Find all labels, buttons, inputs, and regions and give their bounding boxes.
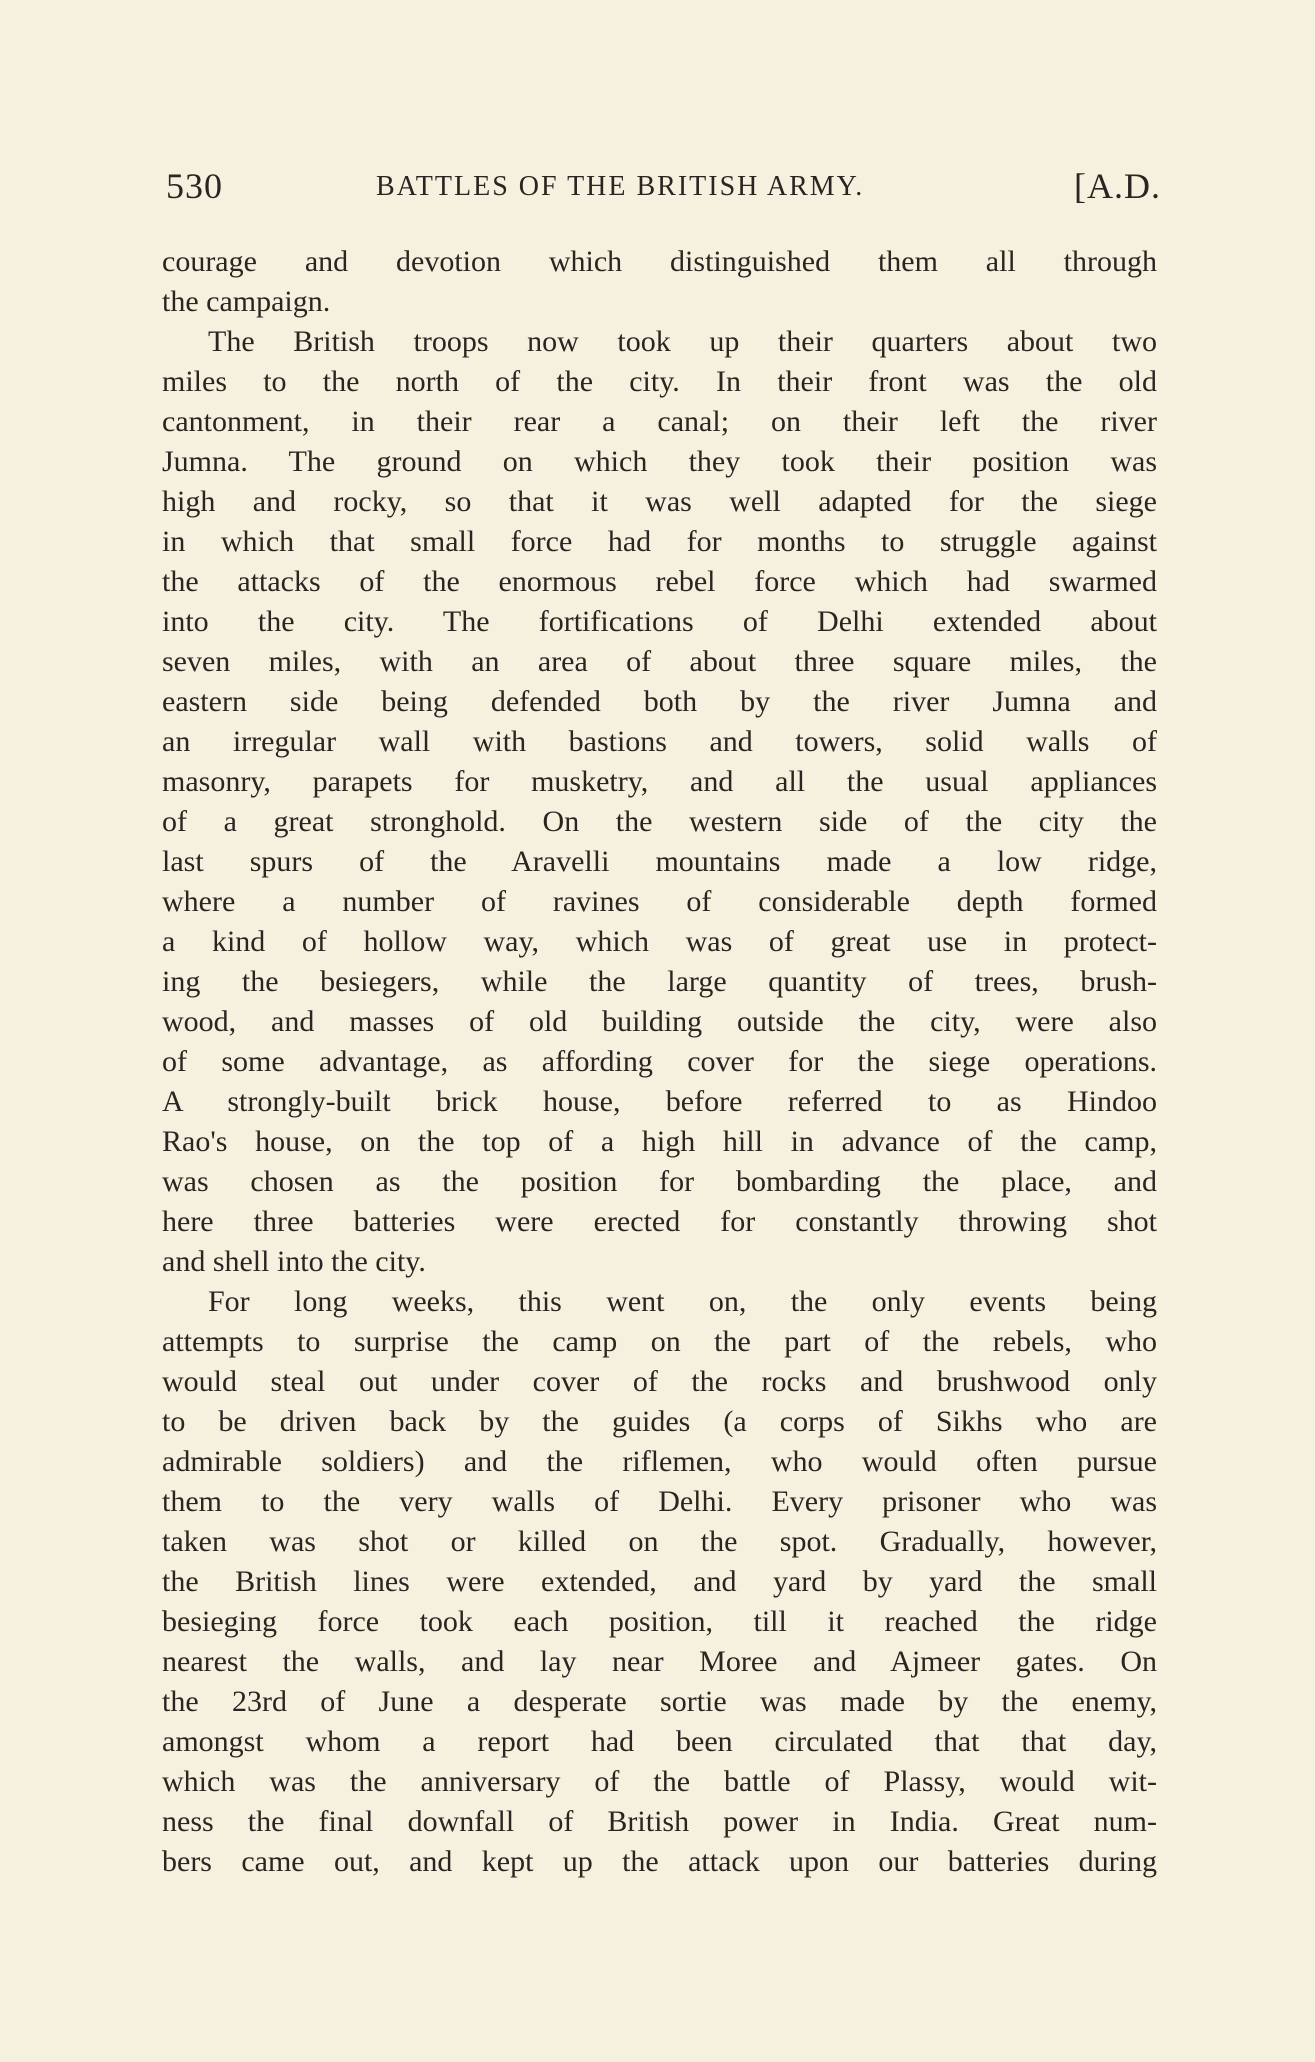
text-line: which was the anniversary of the battle of Plassy, would wit- bbox=[162, 1765, 1157, 1798]
text-line: eastern side being defended both by the river Jumna and bbox=[162, 685, 1157, 718]
text-line: seven miles, with an area of about three square miles, the bbox=[162, 645, 1157, 678]
text-line: of a great stronghold. On the western side of the city the bbox=[162, 805, 1157, 838]
text-line: A strongly-built brick house, before referred to as Hindoo bbox=[162, 1085, 1157, 1118]
text-line: ness the final downfall of British power in India. Great num- bbox=[162, 1805, 1157, 1838]
text-line: taken was shot or killed on the spot. Gradually, however, bbox=[162, 1525, 1157, 1558]
text-line: miles to the north of the city. In their front was the old bbox=[162, 365, 1157, 398]
text-line: wood, and masses of old building outside the city, were also bbox=[162, 1005, 1157, 1038]
text-line: to be driven back by the guides (a corps of Sikhs who are bbox=[162, 1405, 1157, 1438]
text-line: the attacks of the enormous rebel force which had swarmed bbox=[162, 565, 1157, 598]
text-line: and shell into the city. bbox=[162, 1245, 426, 1278]
text-line: amongst whom a report had been circulated that that day, bbox=[162, 1725, 1157, 1758]
text-line: into the city. The fortifications of Delhi extended about bbox=[162, 605, 1157, 638]
text-line: of some advantage, as affording cover for the siege operations. bbox=[162, 1045, 1157, 1078]
page-number: 530 bbox=[166, 166, 223, 206]
text-line: nearest the walls, and lay near Moree and Ajmeer gates. On bbox=[162, 1645, 1157, 1678]
text-line: would steal out under cover of the rocks and brushwood only bbox=[162, 1365, 1157, 1398]
text-line: masonry, parapets for musketry, and all the usual appliances bbox=[162, 765, 1157, 798]
date-marker: [A.D. bbox=[1074, 166, 1161, 206]
text-line: an irregular wall with bastions and towers, solid walls of bbox=[162, 725, 1157, 758]
body-text bbox=[162, 242, 1157, 1882]
text-line: the 23rd of June a desperate sortie was made by the enemy, bbox=[162, 1685, 1157, 1718]
text-line: a kind of hollow way, which was of great use in protect- bbox=[162, 925, 1157, 958]
page-header bbox=[166, 165, 1161, 215]
text-line: them to the very walls of Delhi. Every prisoner who was bbox=[162, 1485, 1157, 1518]
text-line: ing the besiegers, while the large quantity of trees, brush- bbox=[162, 965, 1157, 998]
text-line: was chosen as the position for bombarding the place, and bbox=[162, 1165, 1157, 1198]
text-line: besieging force took each position, till it reached the ridge bbox=[162, 1605, 1157, 1638]
text-line: Rao's house, on the top of a high hill in advance of the camp, bbox=[162, 1125, 1157, 1158]
text-line: The British troops now took up their quarters about two bbox=[208, 325, 1157, 358]
text-line: courage and devotion which distinguished them all through bbox=[162, 245, 1157, 278]
text-line: the campaign. bbox=[162, 285, 331, 318]
text-line: where a number of ravines of considerable depth formed bbox=[162, 885, 1157, 918]
text-line: in which that small force had for months to struggle against bbox=[162, 525, 1157, 558]
text-line: cantonment, in their rear a canal; on their left the river bbox=[162, 405, 1157, 438]
text-line: admirable soldiers) and the riflemen, who would often pursue bbox=[162, 1445, 1157, 1478]
text-line: high and rocky, so that it was well adapted for the siege bbox=[162, 485, 1157, 518]
text-line: here three batteries were erected for constantly throwing shot bbox=[162, 1205, 1157, 1238]
text-line: For long weeks, this went on, the only events being bbox=[208, 1285, 1157, 1318]
text-line: Jumna. The ground on which they took their position was bbox=[162, 445, 1157, 478]
text-line: bers came out, and kept up the attack upon our batteries during bbox=[162, 1845, 1157, 1878]
text-line: last spurs of the Aravelli mountains made a low ridge, bbox=[162, 845, 1157, 878]
running-title: BATTLES OF THE BRITISH ARMY. bbox=[376, 171, 865, 202]
text-line: the British lines were extended, and yard by yard the small bbox=[162, 1565, 1157, 1598]
text-line: attempts to surprise the camp on the part of the rebels, who bbox=[162, 1325, 1157, 1358]
